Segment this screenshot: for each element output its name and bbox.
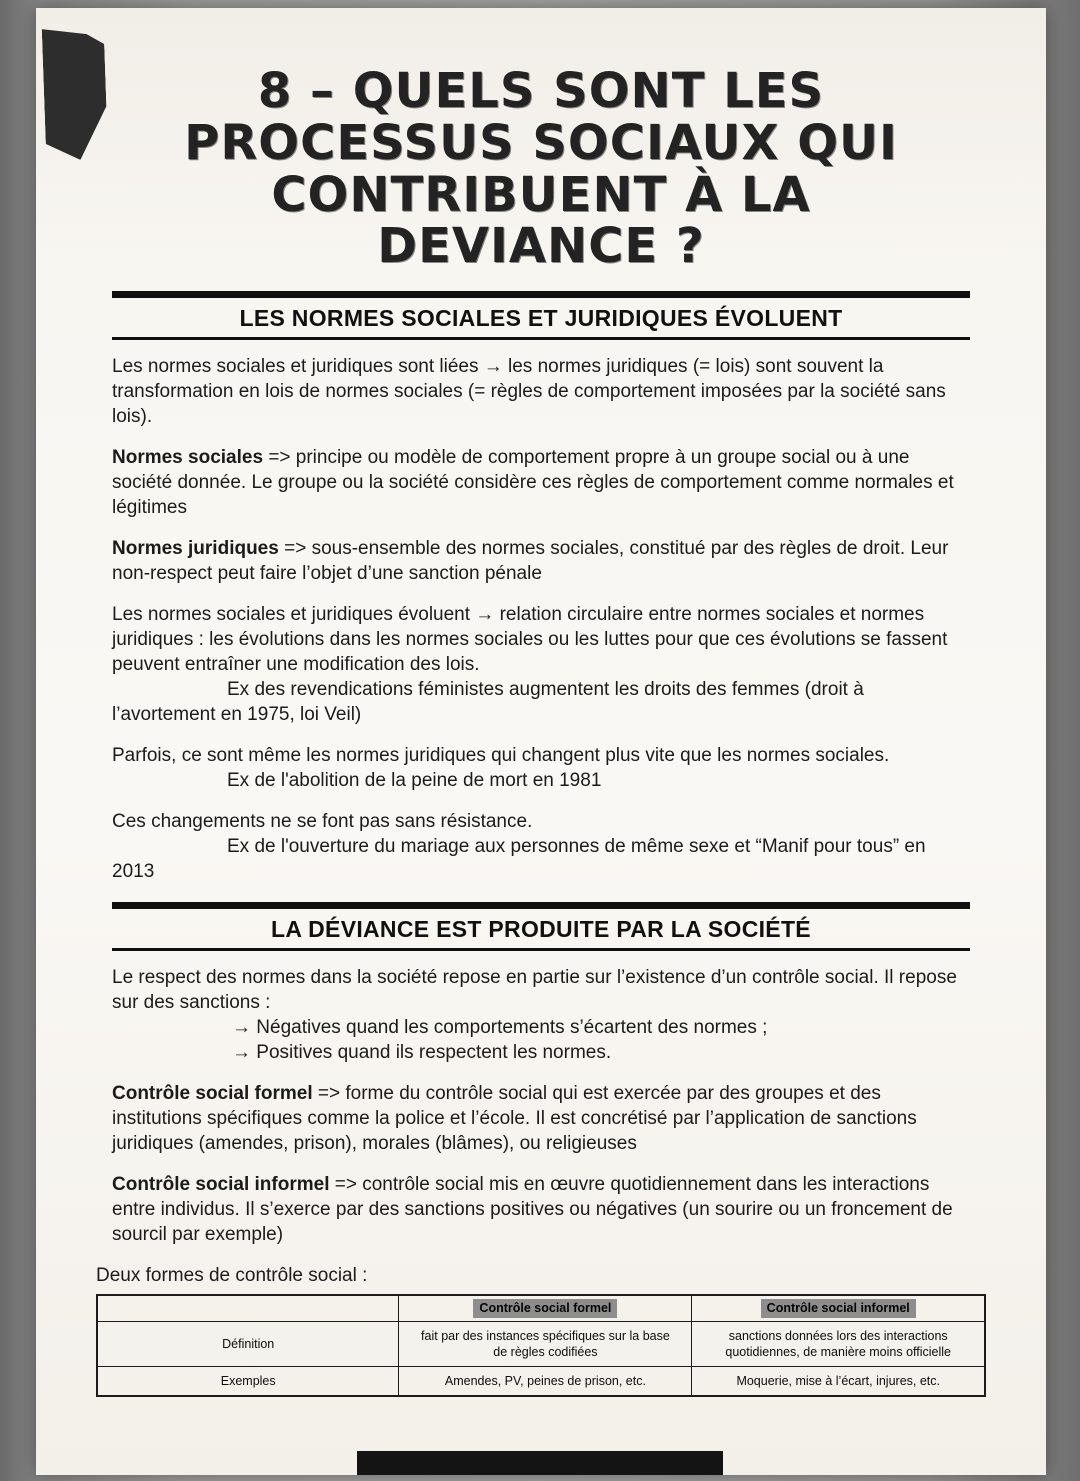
definition-formel-cell: fait par des instances spécifiques sur la base de règles codifiées <box>399 1321 692 1367</box>
exemples-formel-cell: Amendes, PV, peines de prison, etc. <box>399 1367 692 1397</box>
document-page <box>36 8 1046 1475</box>
normes-sociales-text: => principe ou modèle de comportement propre à un groupe social ou à une société donnée. Le groupe ou la société considère ces règles de comportement comme normales et légitimes <box>112 447 954 519</box>
table-header-empty-cell <box>97 1295 399 1321</box>
para-normes-evolution: Les normes sociales et juridiques évoluent → relation circulaire entre normes sociales et normes juridiques : les évolutions dans les normes sociales ou les luttes pour que ces évolutions se fassent peuvent entraîner une modification des lois. <box>112 604 948 676</box>
para-parfois: Parfois, ce sont même les normes juridiques qui changent plus vite que les normes sociales. <box>112 745 890 767</box>
bullet-sanctions-negatives: → Négatives quand les comportements s’écartent des normes ; <box>232 1017 768 1039</box>
para-normes-intro: Les normes sociales et juridiques sont liées → les normes juridiques (= lois) sont souvent la transformation en lois de normes sociales (= règles de comportement imposées par la société sans lois). <box>112 356 946 428</box>
document-title <box>96 63 986 275</box>
page-content <box>36 291 1046 1397</box>
para-deviance-intro: Le respect des normes dans la société repose en partie sur l’existence d’un contrôle social. Il repose sur des sanctions : <box>112 967 957 1014</box>
para-controle-informel <box>112 1172 970 1247</box>
next-section-cutoff-bar <box>357 1451 723 1475</box>
example-feministes: Ex des revendications féministes augmentent les droits des femmes (droit à l’avortement en 1975, loi Veil) <box>112 679 864 726</box>
table-row-exemples <box>97 1367 985 1397</box>
example-mariage: Ex de l'ouverture du mariage aux personnes de même sexe et “Manif pour tous” en 2013 <box>112 836 926 883</box>
controle-informel-term: Contrôle social informel <box>112 1174 330 1196</box>
table-header-row <box>97 1295 985 1321</box>
controle-social-table <box>96 1294 986 1397</box>
normes-juridiques-text: => sous-ensemble des normes sociales, constitué par des règles de droit. Leur non-respect peut faire l’objet d’une sanction pénale <box>112 538 949 585</box>
controle-formel-term: Contrôle social formel <box>112 1083 313 1105</box>
normes-juridiques-term: Normes juridiques <box>112 538 279 560</box>
definition-informel-cell: sanctions données lors des interactions quotidiennes, de manière moins officielle <box>692 1321 985 1367</box>
section-deviance-top-rule <box>112 902 970 909</box>
table-header-informel: Contrôle social informel <box>761 1299 916 1317</box>
controle-formel-text: => forme du contrôle social qui est exercée par des groupes et des institutions spécifiques comme la police et l’école. Il est concrétisé par l’application de sanctions juridiques (amendes, prison), morales (blâmes), ou religieuses <box>112 1083 917 1155</box>
exemples-informel-cell: Moquerie, mise à l’écart, injures, etc. <box>692 1367 985 1397</box>
title-line-4: DEVIANCE ? <box>377 218 705 275</box>
table-row-definition <box>97 1321 985 1367</box>
table-header-formel-cell <box>399 1295 692 1321</box>
para-normes-sociales-definition <box>112 445 970 520</box>
section-normes-top-rule <box>112 291 970 298</box>
section-normes-underline <box>112 337 970 340</box>
para-normes-juridiques-definition <box>112 536 970 586</box>
para-controle-formel <box>112 1081 970 1156</box>
table-header-formel: Contrôle social formel <box>473 1299 617 1317</box>
row-label-exemples: Exemples <box>97 1367 399 1397</box>
section-deviance-underline <box>112 948 970 951</box>
row-label-definition: Définition <box>97 1321 399 1367</box>
normes-sociales-term: Normes sociales <box>112 447 264 469</box>
para-resistance: Ces changements ne se font pas sans résistance. <box>112 811 533 833</box>
bullet-sanctions-positives: → Positives quand ils respectent les normes. <box>232 1042 612 1064</box>
title-line-2: PROCESSUS SOCIAUX QUI <box>184 114 898 171</box>
table-header-informel-cell <box>692 1295 985 1321</box>
title-line-1: 8 – QUELS SONT LES <box>257 63 825 119</box>
section-deviance-heading: LA DÉVIANCE EST PRODUITE PAR LA SOCIÉTÉ <box>271 916 811 943</box>
example-peine-de-mort: Ex de l'abolition de la peine de mort en 1981 <box>227 770 602 792</box>
controle-informel-text: => contrôle social mis en œuvre quotidiennement dans les interactions entre individus. Il s’exerce par des sanctions positives ou négatives (un sourire ou un froncement de sourcil par exemple) <box>112 1174 953 1246</box>
section-normes-heading: LES NORMES SOCIALES ET JURIDIQUES ÉVOLUENT <box>239 305 843 332</box>
table-intro: Deux formes de contrôle social : <box>96 1265 368 1287</box>
title-line-3: CONTRIBUENT À LA <box>271 166 811 223</box>
